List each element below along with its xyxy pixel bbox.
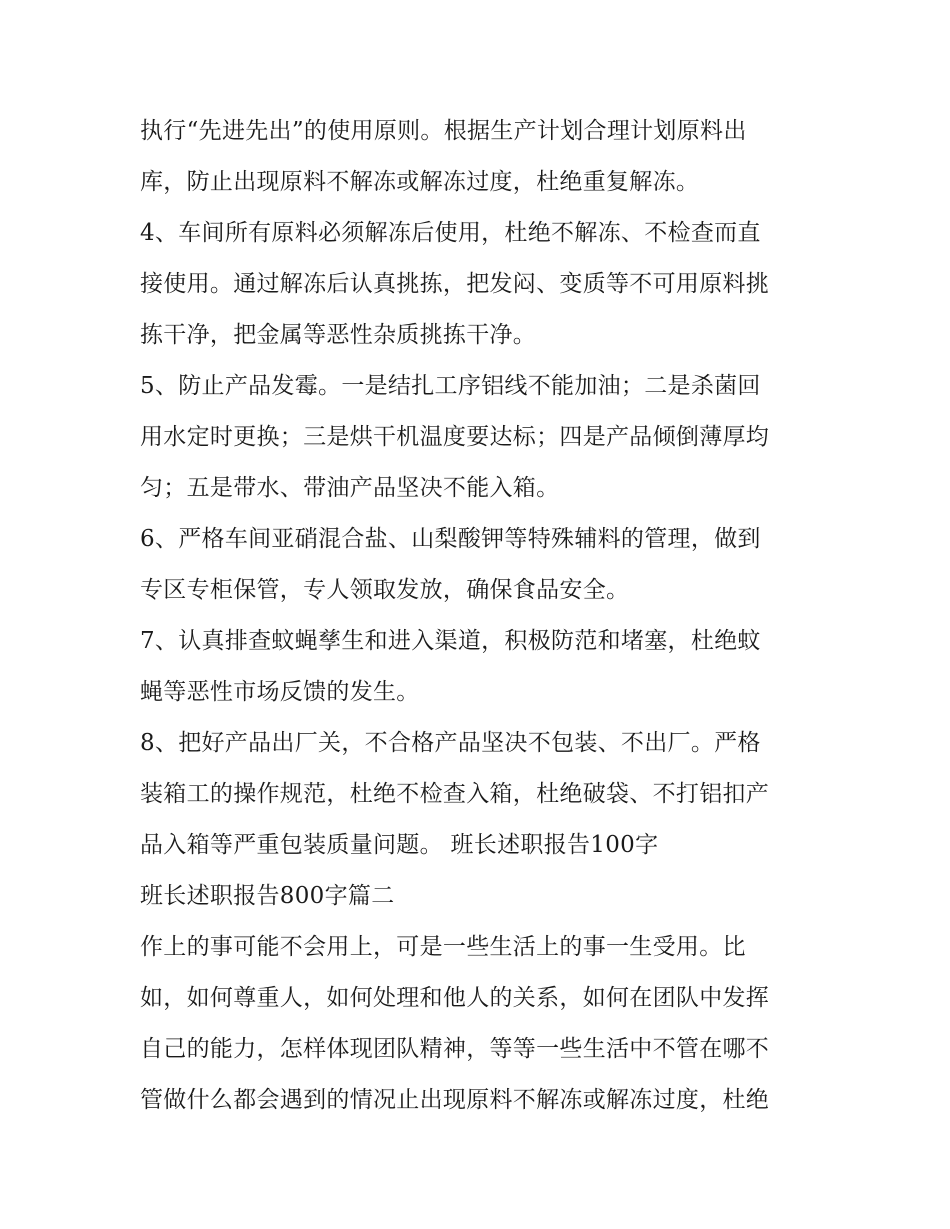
text-line: 装箱工的操作规范，杜绝不检查入箱，杜绝破袋、不打铝扣产: [140, 781, 770, 807]
text-line: 自己的能力，怎样体现团队精神，等等一些生活中不管在哪不: [140, 1036, 770, 1062]
text-line: 蝇等恶性市场反馈的发生。: [140, 679, 420, 705]
document-body: [140, 106, 830, 1126]
text-line: 8、把好产品出厂关，不合格产品坚决不包装、不出厂。严格: [140, 730, 761, 756]
text-line: 作上的事可能不会用上，可是一些生活上的事一生受用。比: [140, 934, 746, 960]
section-heading: 班长述职报告800字篇二: [140, 883, 395, 909]
text-line: 6、严格车间亚硝混合盐、山梨酸钾等特殊辅料的管理，做到: [140, 526, 761, 552]
text-line: 执行“先进先出”的使用原则。根据生产计划合理计划原料出: [140, 118, 747, 144]
text-line: 接使用。通过解冻后认真挑拣，把发闷、变质等不可用原料挑: [140, 271, 770, 297]
text-line: 4、车间所有原料必须解冻后使用，杜绝不解冻、不检查而直: [140, 220, 761, 246]
text-line: 品入箱等严重包装质量问题。 班长述职报告100字: [140, 832, 659, 858]
text-line: 库，防止出现原料不解冻或解冻过度，杜绝重复解冻。: [140, 169, 700, 195]
text-line: 7、认真排查蚊蝇孳生和进入渠道，积极防范和堵塞，杜绝蚊: [140, 628, 761, 654]
text-line: 如，如何尊重人，如何处理和他人的关系，如何在团队中发挥: [140, 985, 770, 1011]
text-line: 用水定时更换；三是烘干机温度要达标；四是产品倾倒薄厚均: [140, 424, 770, 450]
text-line: 专区专柜保管，专人领取发放，确保食品安全。: [140, 577, 630, 603]
text-line: 匀；五是带水、带油产品坚决不能入箱。: [140, 475, 560, 501]
text-line: 拣干净，把金属等恶性杂质挑拣干净。: [140, 322, 537, 348]
text-line: 管做什么都会遇到的情况止出现原料不解冻或解冻过度，杜绝: [140, 1087, 770, 1113]
text-line: 5、防止产品发霉。一是结扎工序铝线不能加油；二是杀菌回: [140, 373, 761, 399]
